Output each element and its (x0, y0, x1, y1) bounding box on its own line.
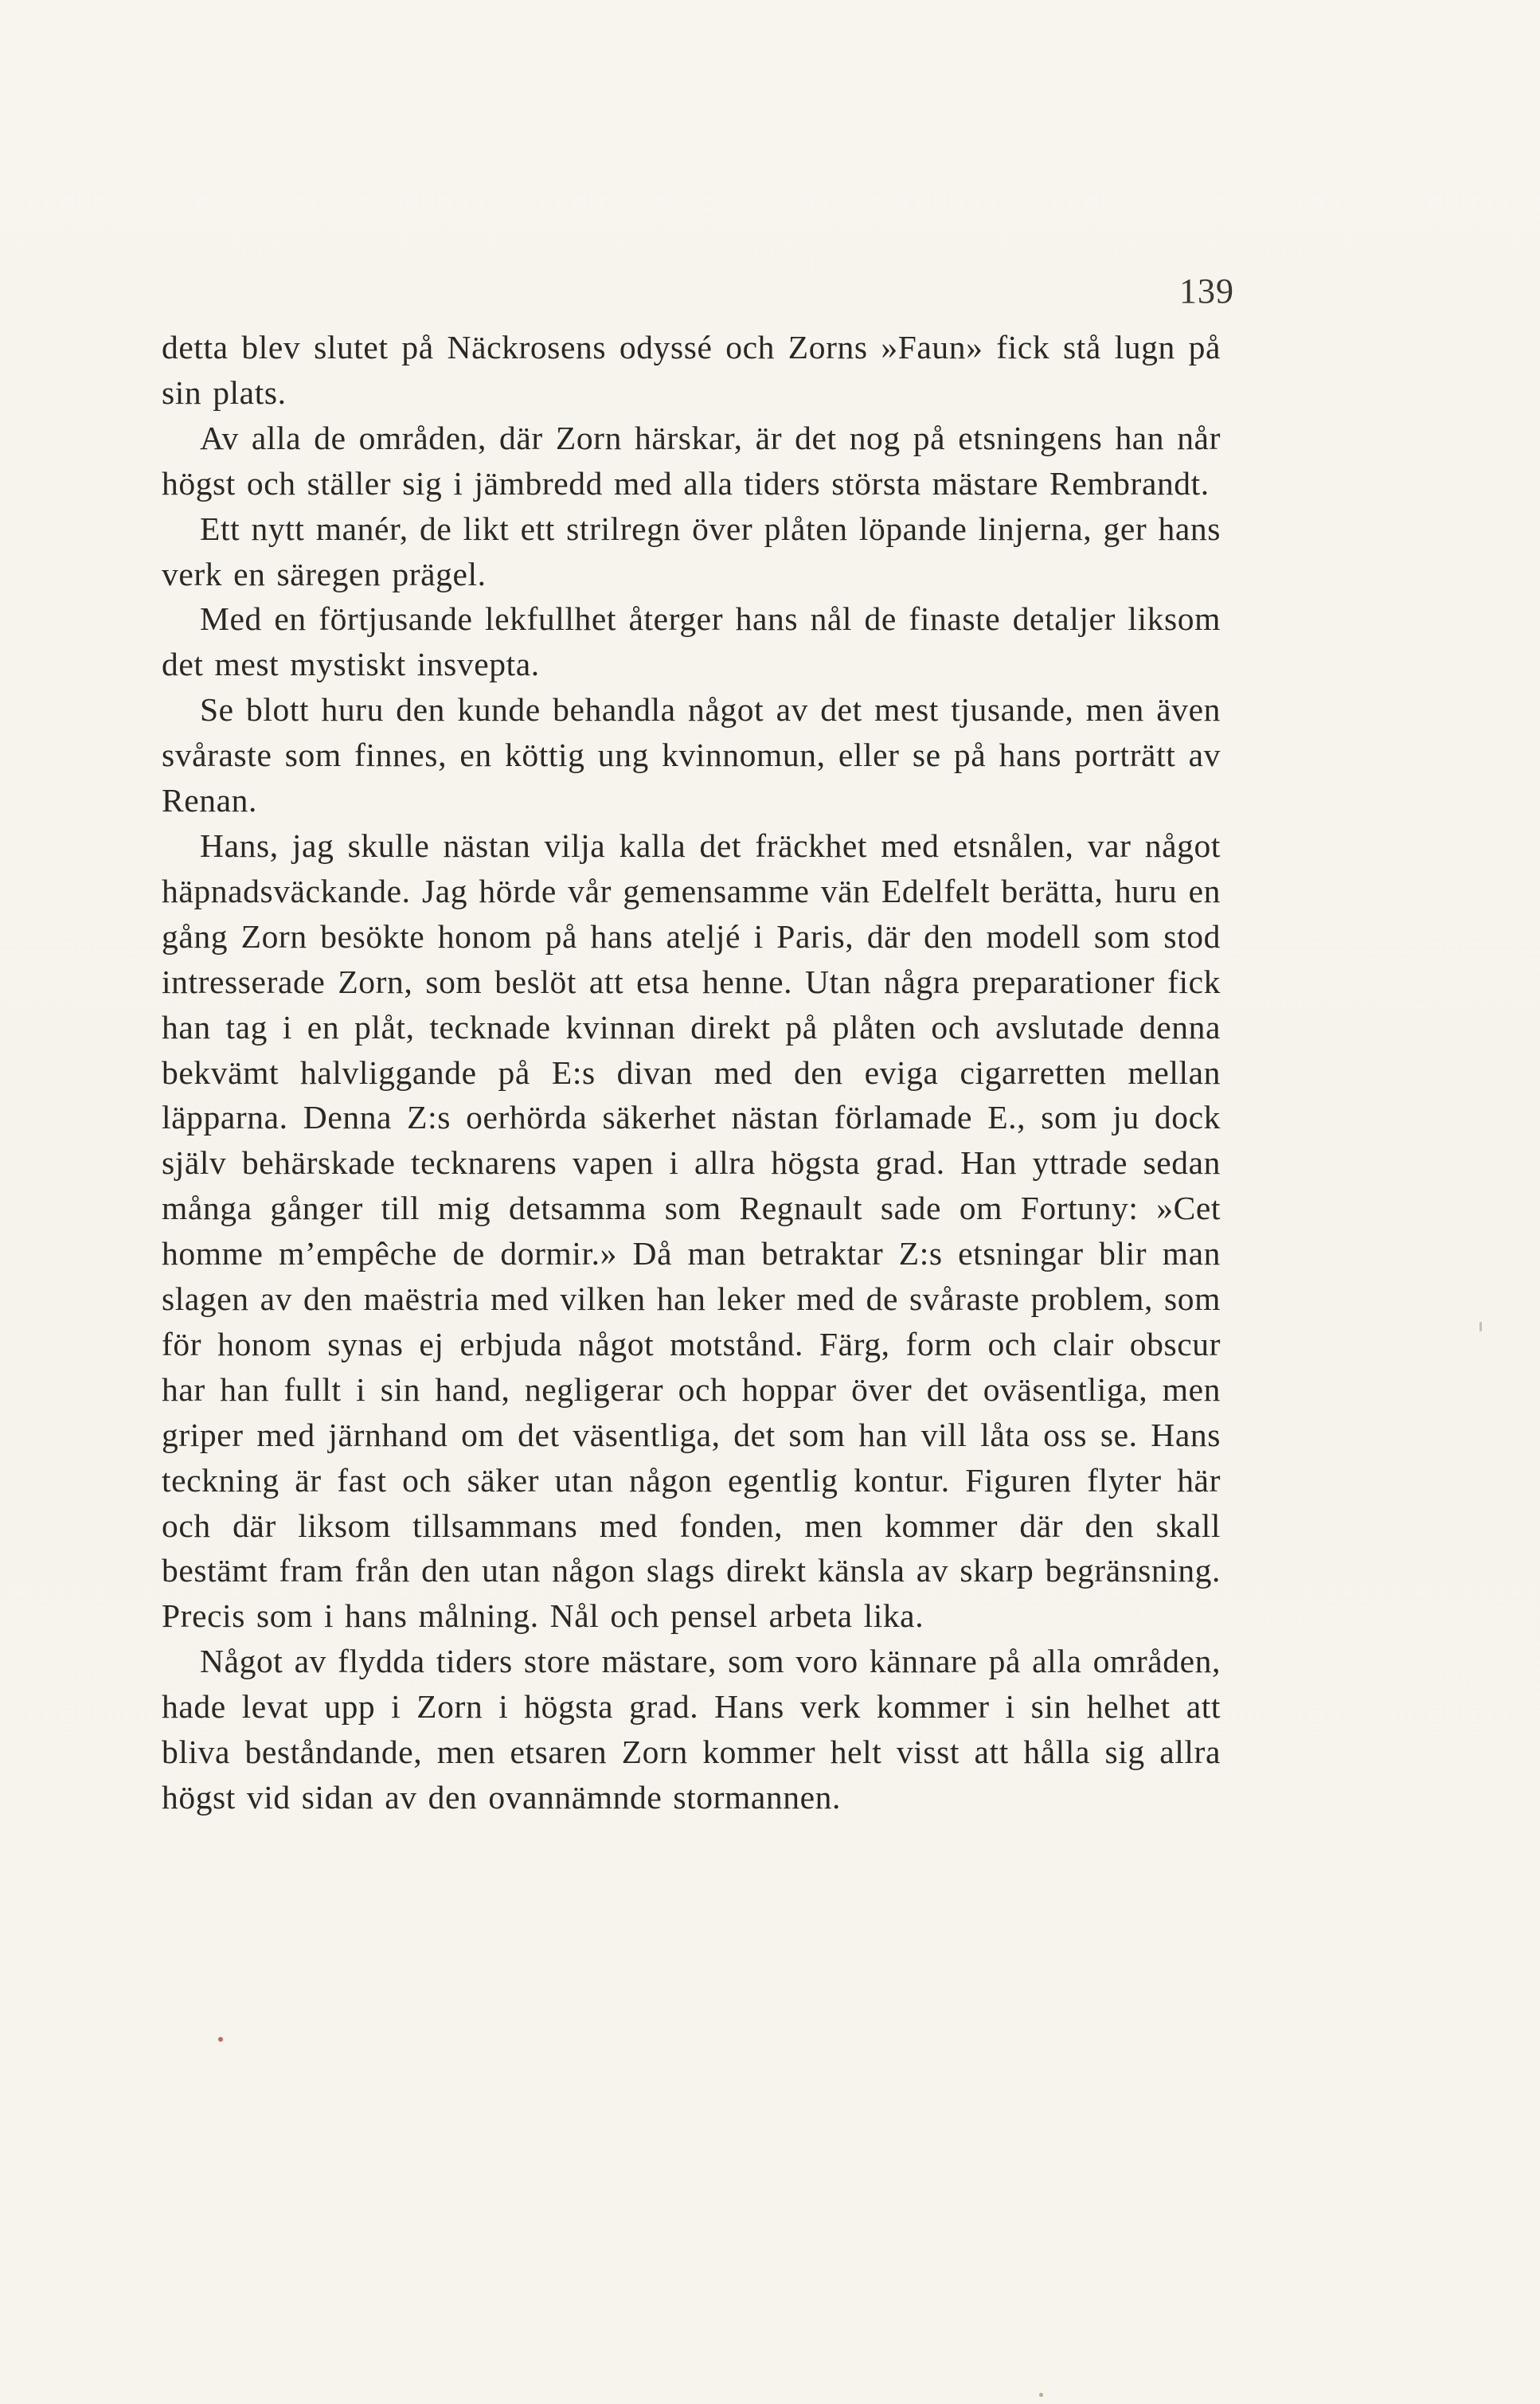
paragraph: Något av flydda tiders store mästare, som voro kännare på alla områden, hade levat upp i Zorn i högsta grad. Hans verk kommer i sin helhet att bliva beståndande, men etsaren Zorn kommer helt visst att hålla sig allra högst vid sidan av den ovannämnde stormannen. (162, 1643, 1221, 1816)
paper-speck (218, 2037, 223, 2042)
paragraph: Hans, jag skulle nästan vilja kalla det fräckhet med etsnålen, var något häpnadsväckande. Jag hörde vår gemensamme vän Edelfelt berätta, huru en gång Zorn besökte honom på hans ateljé i Paris, där den modell som stod intresserade Zorn, som beslöt att etsa henne. Utan några preparationer fick han tag i en plåt, tecknade kvinnan direkt på plåten och avslutade denna bekvämt halvliggande på E:s divan med den eviga cigarretten mellan läpparna. Denna Z:s oerhörda säkerhet nästan förlamade E., som ju dock själv behärskade tecknarens vapen i allra högsta grad. Han yttrade sedan många gånger till mig detsamma som Regnault sade om Fortuny: »Cet homme m’empêche de dormir.» Då man betraktar Z:s etsningar blir man slagen av den maëstria med vilken han leker med de svåraste problem, som för honom synas ej erbjuda något motstånd. Färg, form och clair obscur har han fullt i sin hand, negligerar och hoppar över det oväsentliga, men griper med järnhand om det väsentliga, det som han vill låta oss se. Hans teckning är fast och säker utan någon egentlig kontur. Figuren flyter här och där liksom tillsammans med fonden, men kommer där den skall bestämt fram från den utan någon slags direkt känsla av skarp begränsning. Precis som i hans målning. Nål och pensel arbeta lika. (162, 827, 1221, 1635)
paragraph: Ett nytt manér, de likt ett strilregn över plåten löpande linjerna, ger hans verk en säregen prägel. (162, 510, 1221, 592)
paragraph: detta blev slutet på Näckrosens odyssé och Zorns »Faun» fick stå lugn på sin plats. (162, 329, 1221, 411)
paragraph: Se blott huru den kunde behandla något av det mest tjusande, men även svåraste som finnes, en köttig ung kvinnomun, eller se på hans porträtt av Renan. (162, 691, 1221, 819)
paper-speck (1479, 1322, 1482, 1331)
page-number: 139 (1179, 272, 1234, 311)
body-text (162, 325, 1221, 1820)
paragraph: Av alla de områden, där Zorn härskar, är det nog på etsningens han når högst och ställer sig i jämbredd med alla tiders största mästare Rembrandt. (162, 419, 1221, 502)
paragraph: Med en förtjusande lekfullhet återger hans nål de finaste detaljer liksom det mest mystiskt insvepta. (162, 600, 1221, 683)
paper-speck (1039, 2393, 1043, 2397)
